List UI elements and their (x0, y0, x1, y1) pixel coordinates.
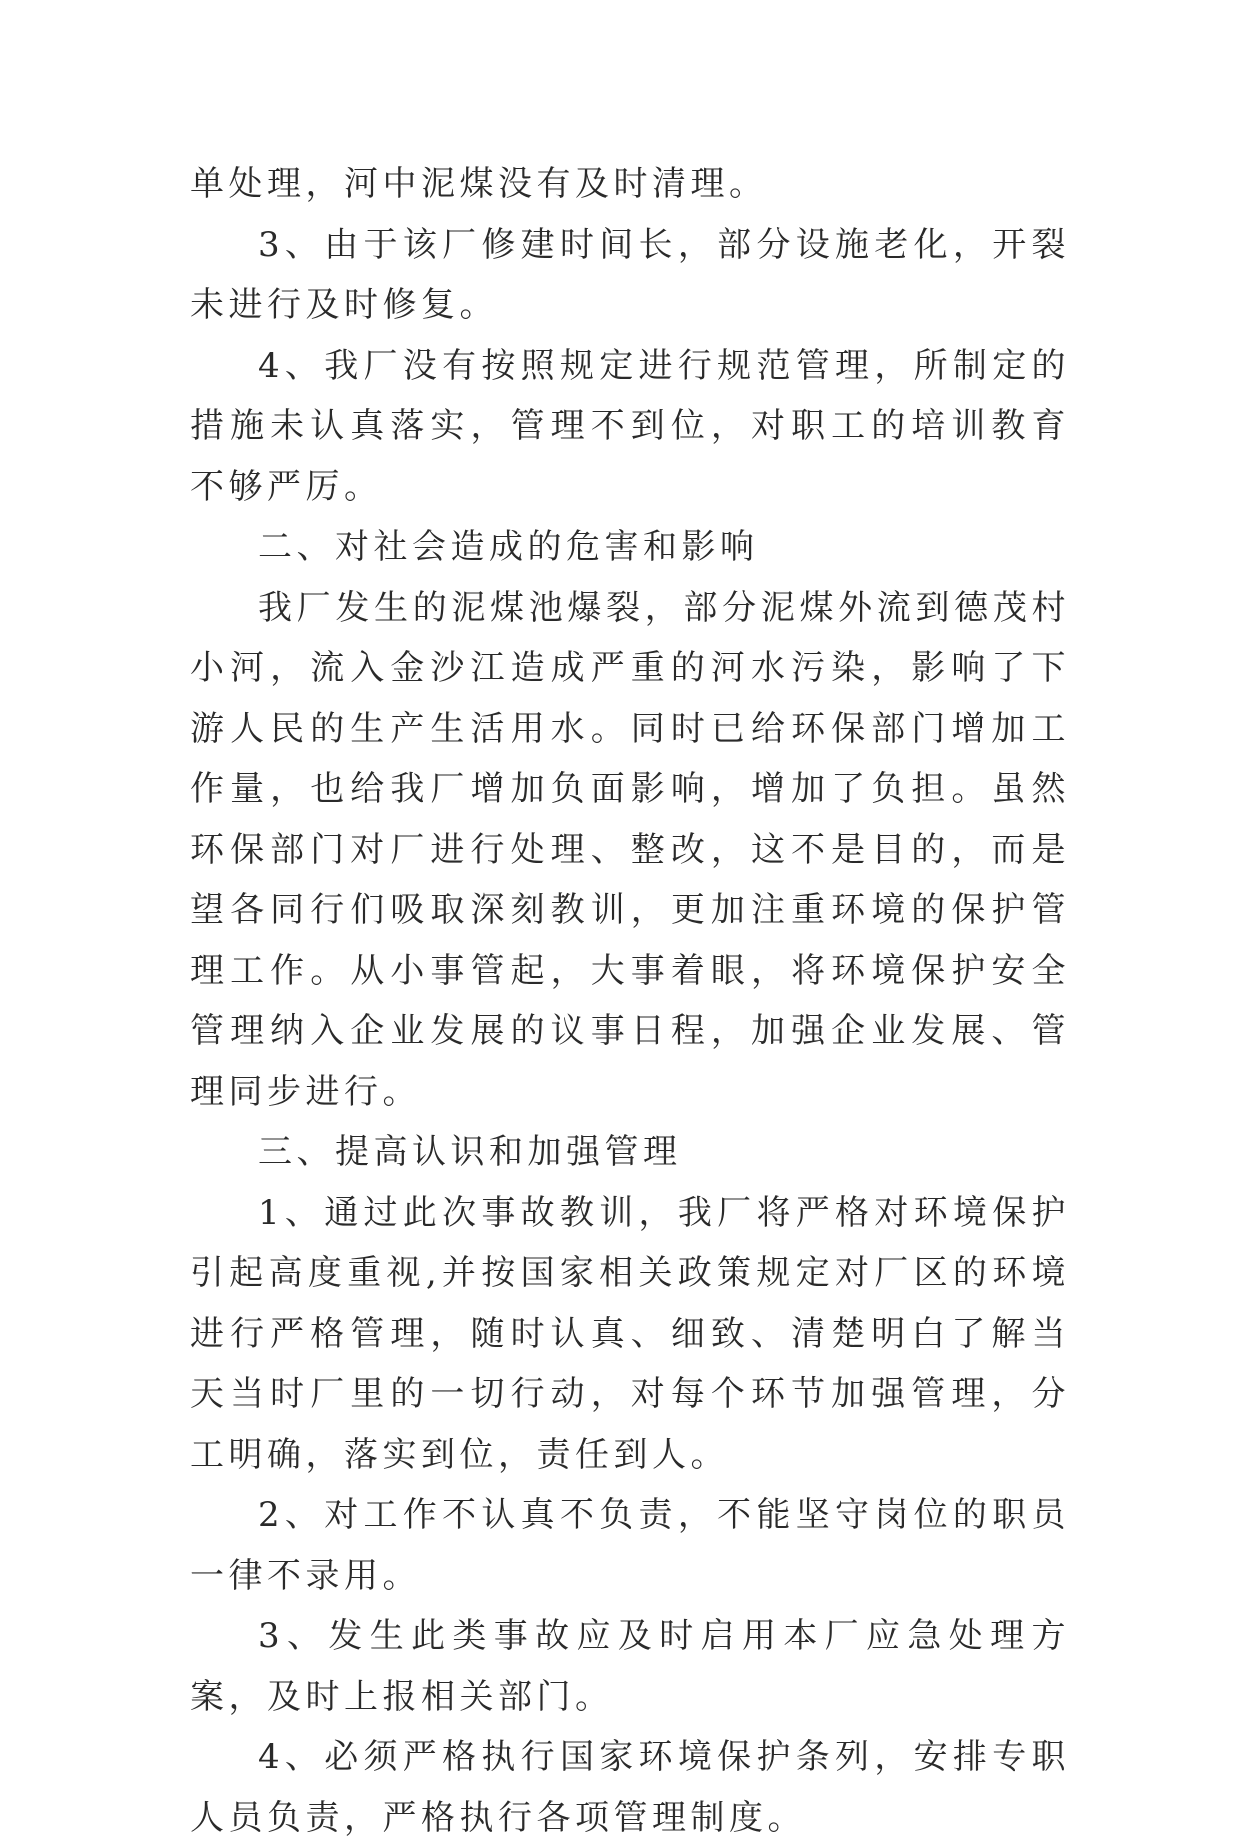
paragraph-measure-1: 1、通过此次事故教训，我厂将严格对环境保护引起高度重视,并按国家相关政策规定对厂区的环境进行严格管理，随时认真、细致、清楚明白了解当天当时厂里的一切行动，对每个环节加强管理，分工明确，落实到位，责任到人。 (190, 1192, 1070, 1475)
section-heading-3: 三、提高认识和加强管理 (258, 1132, 682, 1172)
paragraph-measure-3: 3、发生此类事故应及时启用本厂应急处理方案，及时上报相关部门。 (190, 1616, 1070, 1717)
paragraph-item-3-facility-aging: 3、由于该厂修建时间长，部分设施老化，开裂未进行及时修复。 (190, 224, 1070, 325)
paragraph-continuation: 单处理，河中泥煤没有及时清理。 (190, 164, 768, 204)
paragraph-social-impact: 我厂发生的泥煤池爆裂，部分泥煤外流到德茂村小河，流入金沙江造成严重的河水污染，影响了下游人民的生产生活用水。同时已给环保部门增加工作量，也给我厂增加负面影响，增加了负担。虽然环保部门对厂进行处理、整改，这不是目的，而是望各同行们吸取深刻教训，更加注重环境的保护管理工作。从小事管起，大事着眼，将环境保护安全管理纳入企业发展的议事日程，加强企业发展、管理同步进行。 (190, 587, 1070, 1112)
section-heading-2: 二、对社会造成的危害和影响 (258, 527, 759, 567)
document-body (190, 154, 1070, 1848)
paragraph-item-4-management: 4、我厂没有按照规定进行规范管理，所制定的措施未认真落实，管理不到位，对职工的培训教育不够严厉。 (190, 345, 1070, 507)
paragraph-measure-2: 2、对工作不认真不负责，不能坚守岗位的职员一律不录用。 (190, 1495, 1070, 1596)
paragraph-measure-4: 4、必须严格执行国家环境保护条列，安排专职人员负责，严格执行各项管理制度。 (190, 1737, 1070, 1838)
